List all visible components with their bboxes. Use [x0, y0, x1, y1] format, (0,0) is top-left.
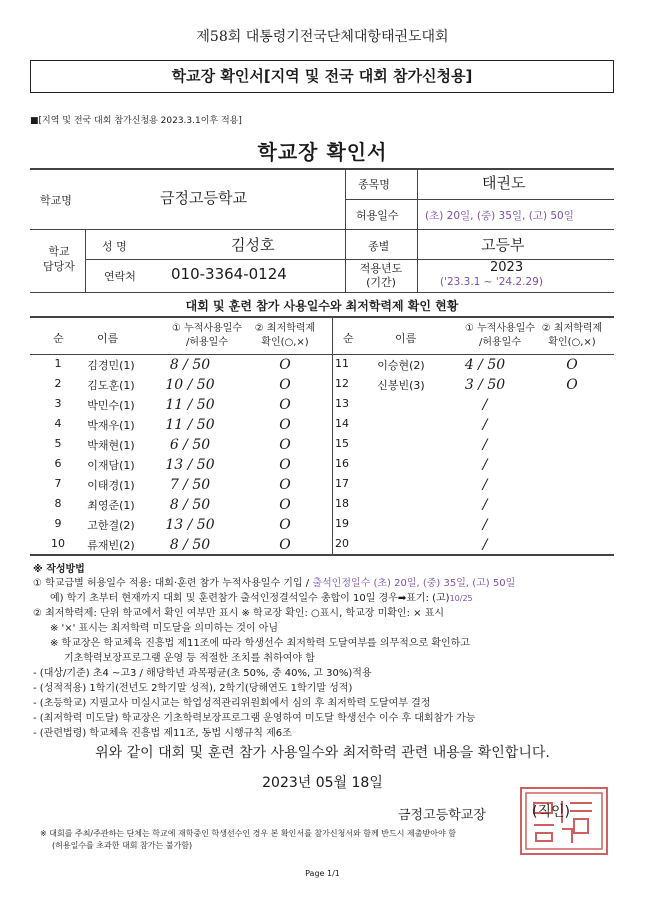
row-number: 4: [54, 417, 62, 430]
manager-name: 김성호: [231, 236, 275, 254]
school-label: 학교명: [40, 194, 72, 207]
sport-label: 종목명: [358, 178, 390, 191]
status-title: 대회 및 훈련 참가 사용일수와 최저학력제 확인 현황: [185, 299, 459, 313]
grade-check: O: [279, 357, 291, 373]
header-name-left: 이름: [97, 332, 119, 345]
row-number: 5: [54, 437, 62, 450]
grade-check: O: [279, 537, 291, 553]
grade-check: O: [566, 357, 578, 373]
confirmation-statement: 위와 같이 대회 및 훈련 참가 사용일수와 최저학력 관련 내용을 확인합니다.: [95, 745, 550, 761]
header-grade-left: ② 최저학력제 확인(○,×): [254, 323, 316, 348]
method-line-6: 기초학력보장프로그램 운영 등 적절한 조치를 취하여야 함: [64, 653, 315, 664]
school-name: 금정고등학교: [160, 189, 247, 207]
row-number: 2: [54, 377, 62, 390]
row-number: 3: [54, 397, 62, 410]
year-label: 적용년도 (기간): [359, 262, 403, 289]
header-days-right: ① 누적사용일수 /허용일수: [464, 323, 536, 348]
days-used: /: [482, 537, 488, 553]
days-used: /: [482, 397, 488, 413]
row-number: 14: [335, 417, 349, 430]
method-line-7: - (대상/기준) 초4 ~고3 / 해당학년 과목평균(초 50%, 중 40%, 고 30%)적용: [33, 668, 372, 679]
days-used: /: [482, 477, 488, 493]
days-used: /: [482, 437, 488, 453]
page-number: Page 1/1: [305, 869, 340, 878]
row-number: 16: [335, 457, 349, 470]
year-period: ('23.3.1 ~ '24.2.29): [440, 276, 543, 288]
days-used: 8 / 50: [169, 497, 211, 513]
athlete-name: 박채현(1): [87, 439, 135, 452]
footer-note-2: (허용일수를 초과한 대회 참가는 불가함): [52, 841, 193, 850]
method-line-2: 예) 학기 초부터 현재까지 대회 및 훈련참가 출석인정결석일수 총합이 10일 경우➡표기: (고)10/25: [50, 593, 473, 604]
athlete-name: 최영준(1): [87, 499, 135, 512]
method-title: ※ 작성방법: [33, 564, 85, 575]
days-used: 13 / 50: [165, 517, 215, 533]
method-line-8: - (성적적용) 1학기(전년도 2학기말 성적), 2학기(당해연도 1학기말 성적): [33, 683, 353, 694]
table-rule: [30, 316, 614, 318]
allowed-days: (초) 20일, (중) 35일, (고) 50일: [425, 210, 574, 222]
application-notice: ■[지역 및 전국 대회 참가신청용 2023.3.1이후 적용]: [30, 116, 242, 126]
athlete-name: 김도훈(1): [87, 379, 135, 392]
days-used: /: [482, 417, 488, 433]
athlete-name: 이승현(2): [377, 359, 425, 372]
method-line-9: - (초등학교) 지필고사 미실시교는 학업성적관리위원회에서 심의 후 최저학력 도달여부 결정: [33, 698, 431, 709]
year-value: 2023: [490, 260, 524, 275]
manager-label: 학교 담당자: [43, 245, 75, 273]
event-title: 제58회 대통령기전국단체대항태권도대회: [196, 29, 449, 45]
athlete-name: 박재우(1): [87, 419, 135, 432]
method-line-10: - (최저학력 미도달) 학교장은 기초학력보장프로그램 운영하여 미도달 학생선수 이수 후 대회참가 가능: [33, 713, 476, 724]
athlete-name: 신봉빈(3): [377, 379, 425, 392]
row-number: 15: [335, 437, 349, 450]
row-number: 20: [335, 537, 349, 550]
page-title: 학교장 확인서: [257, 140, 388, 164]
days-used: /: [482, 517, 488, 533]
contact-label: 연락처: [104, 270, 136, 283]
seal-pattern-icon: [522, 789, 606, 853]
athlete-name: 고한결(2): [87, 519, 135, 532]
grade-check: O: [279, 397, 291, 413]
row-number: 6: [54, 457, 62, 470]
header-grade-right: ② 최저학력제 확인(○,×): [541, 323, 603, 348]
grade-check: O: [279, 517, 291, 533]
method-line-5: ※ 학교장은 학교체육 진흥법 제11조에 따라 학생선수 최저학력 도달여부를 의무적으로 확인하고: [50, 638, 470, 649]
method-line-4: ※ '×' 표시는 최저학력 미도달을 의미하는 것이 아님: [50, 623, 279, 634]
confirmation-date: 2023년 05월 18일: [262, 775, 383, 791]
days-used: 10 / 50: [165, 377, 215, 393]
grade-check: O: [566, 377, 578, 393]
row-number: 13: [335, 397, 349, 410]
grade-check: O: [279, 477, 291, 493]
days-used: /: [482, 497, 488, 513]
school-seal-stamp: [520, 787, 608, 855]
row-number: 11: [335, 357, 349, 370]
row-number: 8: [54, 497, 62, 510]
row-number: 17: [335, 477, 349, 490]
row-number: 9: [54, 517, 62, 530]
athlete-name: 이재담(1): [87, 459, 135, 472]
header-no-left: 순: [53, 332, 64, 345]
method-line-3: ② 최저학력제: 단위 학교에서 확인 여부만 표시 ※ 학교장 확인: ○표시, 학교장 미확인: × 표시: [33, 608, 445, 619]
sport-name: 태권도: [482, 174, 526, 192]
days-used: 7 / 50: [169, 477, 211, 493]
seal-label: (직인): [532, 804, 570, 820]
days-used: 8 / 50: [169, 357, 211, 373]
row-number: 7: [54, 477, 62, 490]
principal-title: 금정고등학교장: [398, 808, 486, 823]
method-line-1: ① 학교급별 허용일수 적용: 대회·훈련 참가 누적사용일수 기입 / 출석인정일수 (초) 20일, (중) 35일, (고) 50일: [33, 578, 516, 589]
table-rule: [30, 554, 614, 556]
days-used: 6 / 50: [169, 437, 211, 453]
grade-check: O: [279, 417, 291, 433]
athlete-name: 이태경(1): [87, 479, 135, 492]
athlete-name: 김경민(1): [87, 359, 135, 372]
allowed-days-label: 허용일수: [356, 209, 399, 222]
category-label: 종별: [368, 240, 390, 253]
manager-name-label: 성 명: [102, 240, 127, 253]
days-used: /: [482, 457, 488, 473]
row-number: 18: [335, 497, 349, 510]
row-number: 10: [51, 537, 65, 550]
days-used: 8 / 50: [169, 537, 211, 553]
days-used: 3 / 50: [464, 377, 506, 393]
header-name-right: 이름: [395, 332, 417, 345]
grade-check: O: [279, 437, 291, 453]
method-line-11: - (관련법령) 학교체육 진흥법 제11조, 동법 시행규칙 제6조: [33, 728, 292, 739]
row-number: 1: [54, 357, 62, 370]
days-used: 4 / 50: [464, 357, 506, 373]
grade-check: O: [279, 457, 291, 473]
days-used: 13 / 50: [165, 457, 215, 473]
table-rule: [30, 354, 614, 355]
days-used: 11 / 50: [165, 397, 215, 413]
row-number: 19: [335, 517, 349, 530]
athlete-name: 류재빈(2): [87, 539, 135, 552]
grade-check: O: [279, 377, 291, 393]
header-no-right: 순: [343, 332, 354, 345]
header-days-left: ① 누적사용일수 /허용일수: [171, 323, 243, 348]
athlete-name: 박민수(1): [87, 399, 135, 412]
category-value: 고등부: [481, 236, 525, 254]
contact-number: 010-3364-0124: [171, 265, 287, 283]
footer-note-1: ※ 대회를 주최/주관하는 단체는 학교에 재학중인 학생선수인 경우 본 확인서를 참가신청서와 함께 반드시 제출받아야 함: [40, 829, 456, 838]
grade-check: O: [279, 497, 291, 513]
document-title-box: 학교장 확인서[지역 및 전국 대회 참가신청용]: [30, 60, 614, 93]
row-number: 12: [335, 377, 349, 390]
days-used: 11 / 50: [165, 417, 215, 433]
